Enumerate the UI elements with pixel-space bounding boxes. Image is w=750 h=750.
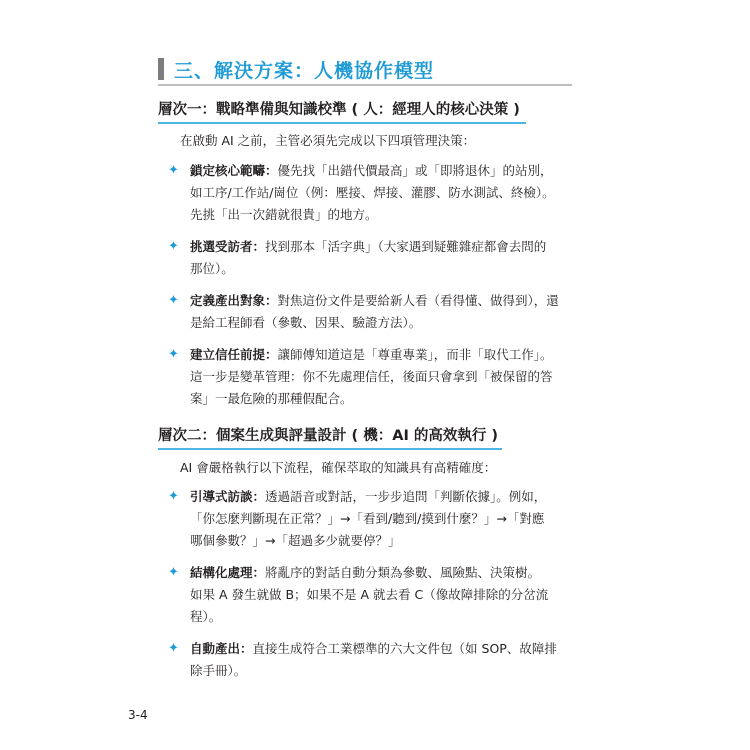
bullet-text: 找到那本「活字典」（大家遇到疑難雜症都會去問的 [265,239,547,254]
bullet-star-icon: ✦ [168,347,179,362]
bullet-text: 那位）。 [190,261,234,276]
level1-heading-underline [158,122,526,124]
bullet-term: 鎖定核心範疇 [190,163,266,178]
bullet-term: 挑選受訪者 [190,239,253,254]
level1-heading [158,98,520,122]
bullet-text: 這一步是變革管理：你不先處理信任，後面只會拿到「被保留的答 [190,369,553,384]
bullet-star-icon: ✦ [168,293,179,308]
bullet-star-icon: ✦ [168,239,179,254]
bullet-item: ✦ 自動產出：直接生成符合工業標準的六大文件包（如 SOP、故障排 除手冊）。 [168,638,578,682]
level2-heading-underline [158,448,502,450]
bullet-text: 「你怎麼判斷現在正常？」→「看到/聽到/摸到什麼？」→「對應 [190,511,545,526]
level2-heading-text: 層次二：個案生成與評量設計 ( 機：AI 的高效執行 ) [158,428,499,444]
bullet-term: 結構化處理 [190,565,253,580]
bullet-text: 案」一最危險的那種假配合。 [190,391,353,406]
bullet-text: 對焦這份文件是要給新人看（看得懂、做得到），還 [277,293,559,308]
bullet-text: 程）。 [190,609,222,624]
bullet-item: ✦ 鎖定核心範疇：優先找「出錯代價最高」或「即將退休」的站別， 如工序/工作站/崗位（例：壓接、焊接、灌膠、防水測試、終檢）。 先挑「出一次錯就很貴」的地方。 [168,160,578,226]
bullet-item: ✦ 建立信任前提：讓師傅知道這是「尊重專業」，而非「取代工作」。 這一步是變革管理：你不先處理信任，後面只會拿到「被保留的答 案」一最危險的那種假配合。 [168,344,578,410]
bullet-star-icon: ✦ [168,163,179,178]
bullet-text: 將亂序的對話自動分類為參數、風險點、決策樹。 [265,565,541,580]
bullet-term: 建立信任前提 [190,347,266,362]
bullet-term: 引導式訪談 [190,489,253,504]
level1-intro: 在啟動 AI 之前，主管必須先完成以下四項管理決策： [180,133,476,148]
bullet-text: 讓師傅知道這是「尊重專業」，而非「取代工作」。 [277,347,553,362]
bullet-text: 優先找「出錯代價最高」或「即將退休」的站別， [277,163,553,178]
bullet-item: ✦ 挑選受訪者：找到那本「活字典」（大家遇到疑難雜症都會去問的 那位）。 [168,236,578,280]
section-title-bar [158,58,164,80]
bullet-term: 自動產出 [190,641,241,656]
section-title-text: 三、解決方案：人機協作模型 [174,60,435,82]
bullet-item: ✦ 引導式訪談：透過語音或對話，一步步追問「判斷依據」。例如， 「你怎麼判斷現在正常？」→「看到/聽到/摸到什麼？」→「對應 哪個參數？」→「超過多少就要停？」 [168,486,578,552]
bullet-star-icon: ✦ [168,489,179,504]
bullet-text: 先挑「出一次錯就很貴」的地方。 [190,207,378,222]
bullet-text: 哪個參數？」→「超過多少就要停？」 [190,533,401,548]
bullet-text: 除手冊）。 [190,663,247,678]
section-title [158,56,572,86]
level1-heading-text: 層次一：戰略準備與知識校準 ( 人：經理人的核心決策 ) [158,102,520,118]
bullet-text: 透過語音或對話，一步步追問「判斷依據」。例如， [265,489,547,504]
bullet-term: 定義產出對象 [190,293,266,308]
bullet-text: 直接生成符合工業標準的六大文件包（如 SOP、故障排 [252,641,557,656]
bullet-item: ✦ 結構化處理：將亂序的對話自動分類為參數、風險點、決策樹。 如果 A 發生就做 B；如果不是 A 就去看 C（像故障排除的分岔流 程）。 [168,562,578,628]
bullet-text: 是給工程師看（參數、因果、驗證方法）。 [190,315,422,330]
page-number: 3-4 [128,708,148,722]
bullet-text: 如果 A 發生就做 B；如果不是 A 就去看 C（像故障排除的分岔流 [190,587,549,602]
bullet-item: ✦ 定義產出對象：對焦這份文件是要給新人看（看得懂、做得到），還 是給工程師看（參數、因果、驗證方法）。 [168,290,578,334]
bullet-star-icon: ✦ [168,565,179,580]
level2-heading [158,424,498,448]
bullet-star-icon: ✦ [168,641,179,656]
bullet-text: 如工序/工作站/崗位（例：壓接、焊接、灌膠、防水測試、終檢）。 [190,185,555,200]
level2-intro: AI 會嚴格執行以下流程，確保萃取的知識具有高精確度： [180,460,497,475]
